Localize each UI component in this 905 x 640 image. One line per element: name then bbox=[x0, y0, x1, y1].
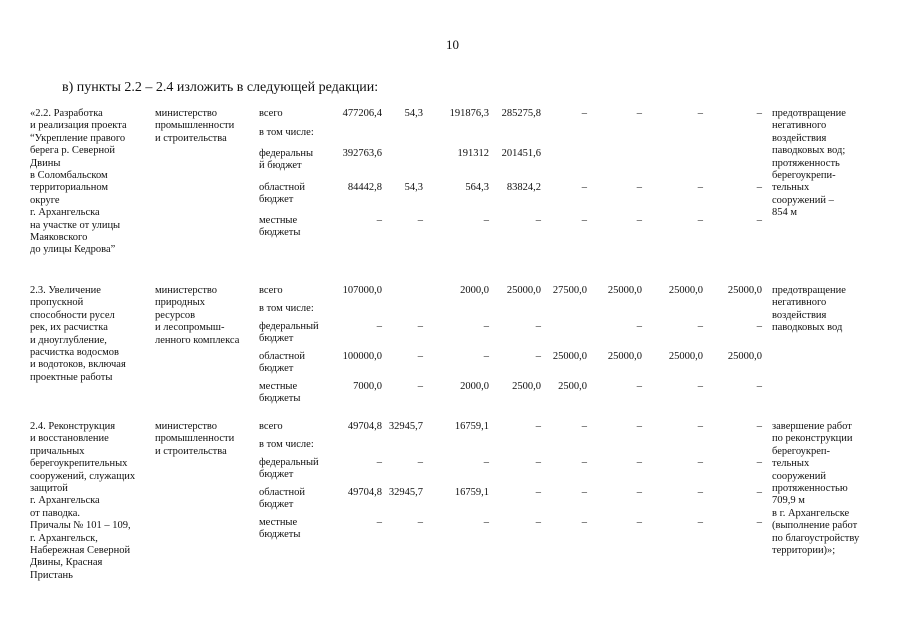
value-2-2-local-col7: – bbox=[697, 215, 703, 226]
value-2-2-total-col5: – bbox=[581, 108, 587, 119]
label-2-2-total: всего bbox=[259, 108, 283, 119]
label-2-2-local: местные бюджеты bbox=[259, 215, 301, 239]
result-2-3: предотвращение негативного воздействия паводковых вод bbox=[772, 285, 846, 334]
label-2-3-total: всего bbox=[259, 285, 283, 296]
value-2-2-regional-col5: – bbox=[581, 182, 587, 193]
value-2-3-federal-col7: – bbox=[697, 321, 703, 332]
value-2-3-total-col6: 25000,0 bbox=[607, 285, 642, 296]
value-2-4-regional-col7: – bbox=[697, 487, 703, 498]
label-2-4-regional: областной бюджет bbox=[259, 487, 305, 511]
value-2-3-regional-col3: – bbox=[483, 351, 489, 362]
value-2-2-local-col6: – bbox=[636, 215, 642, 226]
value-2-4-total-col2: 32945,7 bbox=[388, 421, 423, 432]
value-2-2-total-col7: – bbox=[697, 108, 703, 119]
value-2-4-regional-col4: – bbox=[535, 487, 541, 498]
value-2-2-regional-col2: 54,3 bbox=[404, 182, 423, 193]
value-2-2-total-col1: 477206,4 bbox=[342, 108, 382, 119]
value-2-3-regional-col2: – bbox=[417, 351, 423, 362]
value-2-4-local-col4: – bbox=[535, 517, 541, 528]
value-2-4-total-col7: – bbox=[697, 421, 703, 432]
value-2-4-local-col8: – bbox=[756, 517, 762, 528]
value-2-3-local-col1: 7000,0 bbox=[353, 381, 382, 392]
value-2-4-federal-col3: – bbox=[483, 457, 489, 468]
value-2-2-federal-col4: 201451,6 bbox=[501, 148, 541, 159]
value-2-3-regional-col5: 25000,0 bbox=[552, 351, 587, 362]
value-2-3-regional-col7: 25000,0 bbox=[668, 351, 703, 362]
value-2-2-total-col2: 54,3 bbox=[404, 108, 423, 119]
value-2-3-local-col3: 2000,0 bbox=[460, 381, 489, 392]
value-2-2-regional-col6: – bbox=[636, 182, 642, 193]
value-2-4-local-col2: – bbox=[417, 517, 423, 528]
value-2-4-regional-col6: – bbox=[636, 487, 642, 498]
value-2-3-regional-col1: 100000,0 bbox=[342, 351, 382, 362]
value-2-3-federal-col4: – bbox=[535, 321, 541, 332]
value-2-2-total-col3: 191876,3 bbox=[449, 108, 489, 119]
value-2-4-local-col7: – bbox=[697, 517, 703, 528]
value-2-3-total-col1: 107000,0 bbox=[342, 285, 382, 296]
value-2-3-local-col7: – bbox=[697, 381, 703, 392]
value-2-2-total-col8: – bbox=[756, 108, 762, 119]
project-2-4: 2.4. Реконструкция и восстановление причальных берегоукрепительных сооружений, служащих защитой г. Архангельска от паводка. Причалы № 101 – 109, г. Архангельск, Набережная Северной Двины, Красная Пристань bbox=[30, 421, 136, 581]
section-heading: в) пункты 2.2 – 2.4 изложить в следующей редакции: bbox=[62, 80, 379, 95]
value-2-4-federal-col4: – bbox=[535, 457, 541, 468]
value-2-3-local-col8: – bbox=[756, 381, 762, 392]
value-2-2-local-col3: – bbox=[483, 215, 489, 226]
label-2-2-regional: областной бюджет bbox=[259, 182, 305, 206]
value-2-4-local-col6: – bbox=[636, 517, 642, 528]
value-2-3-total-col7: 25000,0 bbox=[668, 285, 703, 296]
value-2-4-total-col5: – bbox=[581, 421, 587, 432]
value-2-2-local-col8: – bbox=[756, 215, 762, 226]
value-2-3-federal-col3: – bbox=[483, 321, 489, 332]
value-2-4-local-col1: – bbox=[376, 517, 382, 528]
value-2-4-federal-col2: – bbox=[417, 457, 423, 468]
label-2-4-federal: федеральный бюджет bbox=[259, 457, 319, 481]
value-2-2-regional-col7: – bbox=[697, 182, 703, 193]
value-2-3-local-col4: 2500,0 bbox=[512, 381, 541, 392]
value-2-3-total-col3: 2000,0 bbox=[460, 285, 489, 296]
label-2-4-including: в том числе: bbox=[259, 439, 314, 450]
project-2-2: «2.2. Разработка и реализация проекта “Укрепление правого берега р. Северной Двины в Соломбальском территориальном округе г. Архангельска на участке от улицы Маяковского до улицы Кедрова” bbox=[30, 108, 127, 256]
value-2-4-regional-col8: – bbox=[756, 487, 762, 498]
label-2-3-including: в том числе: bbox=[259, 303, 314, 314]
value-2-3-regional-col8: 25000,0 bbox=[727, 351, 762, 362]
value-2-2-total-col4: 285275,8 bbox=[501, 108, 541, 119]
label-2-2-federal: федеральны й бюджет bbox=[259, 148, 314, 172]
label-2-3-federal: федеральный бюджет bbox=[259, 321, 319, 345]
value-2-4-federal-col1: – bbox=[376, 457, 382, 468]
value-2-2-local-col1: – bbox=[376, 215, 382, 226]
value-2-3-federal-col8: – bbox=[756, 321, 762, 332]
project-2-3: 2.3. Увеличение пропускной способности русел рек, их расчистка и дноуглубление, расчистка водосмов и водотоков, включая проектные работы bbox=[30, 285, 126, 383]
value-2-4-federal-col6: – bbox=[636, 457, 642, 468]
value-2-3-regional-col4: – bbox=[535, 351, 541, 362]
result-2-2: предотвращение негативного воздействия паводковых вод; протяженность берегоукрепи- тельных сооружений – 854 м bbox=[772, 108, 846, 219]
value-2-2-regional-col3: 564,3 bbox=[465, 182, 489, 193]
value-2-2-regional-col8: – bbox=[756, 182, 762, 193]
value-2-4-local-col3: – bbox=[483, 517, 489, 528]
page-number: 10 bbox=[446, 37, 459, 52]
label-2-4-total: всего bbox=[259, 421, 283, 432]
value-2-4-federal-col5: – bbox=[581, 457, 587, 468]
value-2-4-total-col4: – bbox=[535, 421, 541, 432]
label-2-3-local: местные бюджеты bbox=[259, 381, 301, 405]
value-2-3-total-col5: 27500,0 bbox=[552, 285, 587, 296]
value-2-2-total-col6: – bbox=[636, 108, 642, 119]
value-2-3-local-col6: – bbox=[636, 381, 642, 392]
value-2-3-federal-col6: – bbox=[636, 321, 642, 332]
value-2-4-total-col6: – bbox=[636, 421, 642, 432]
value-2-4-total-col3: 16759,1 bbox=[454, 421, 489, 432]
value-2-3-local-col5: 2500,0 bbox=[558, 381, 587, 392]
value-2-2-federal-col1: 392763,6 bbox=[342, 148, 382, 159]
value-2-3-local-col2: – bbox=[417, 381, 423, 392]
value-2-4-regional-col1: 49704,8 bbox=[347, 487, 382, 498]
value-2-3-total-col8: 25000,0 bbox=[727, 285, 762, 296]
value-2-3-total-col4: 25000,0 bbox=[506, 285, 541, 296]
label-2-4-local: местные бюджеты bbox=[259, 517, 301, 541]
executor-2-2: министерство промышленности и строительства bbox=[155, 108, 235, 144]
label-2-2-including: в том числе: bbox=[259, 127, 314, 138]
result-2-4: завершение работ по реконструкции берегоукреп- тельных сооружений протяженностью 709,9 м в г. Архангельске (выполнение работ по благоустройству территории)»; bbox=[772, 421, 860, 557]
value-2-4-regional-col3: 16759,1 bbox=[454, 487, 489, 498]
value-2-2-local-col5: – bbox=[581, 215, 587, 226]
value-2-4-local-col5: – bbox=[581, 517, 587, 528]
value-2-2-regional-col4: 83824,2 bbox=[506, 182, 541, 193]
value-2-3-federal-col2: – bbox=[417, 321, 423, 332]
executor-2-3: министерство природных ресурсов и лесопромыш- ленного комплекса bbox=[155, 285, 240, 346]
value-2-4-regional-col2: 32945,7 bbox=[388, 487, 423, 498]
value-2-3-federal-col1: – bbox=[376, 321, 382, 332]
value-2-2-regional-col1: 84442,8 bbox=[347, 182, 382, 193]
label-2-3-regional: областной бюджет bbox=[259, 351, 305, 375]
value-2-4-total-col1: 49704,8 bbox=[347, 421, 382, 432]
value-2-3-regional-col6: 25000,0 bbox=[607, 351, 642, 362]
value-2-4-federal-col8: – bbox=[756, 457, 762, 468]
value-2-4-regional-col5: – bbox=[581, 487, 587, 498]
value-2-2-local-col4: – bbox=[535, 215, 541, 226]
value-2-2-federal-col3: 191312 bbox=[457, 148, 489, 159]
value-2-4-total-col8: – bbox=[756, 421, 762, 432]
value-2-2-local-col2: – bbox=[417, 215, 423, 226]
executor-2-4: министерство промышленности и строительства bbox=[155, 421, 235, 457]
value-2-4-federal-col7: – bbox=[697, 457, 703, 468]
